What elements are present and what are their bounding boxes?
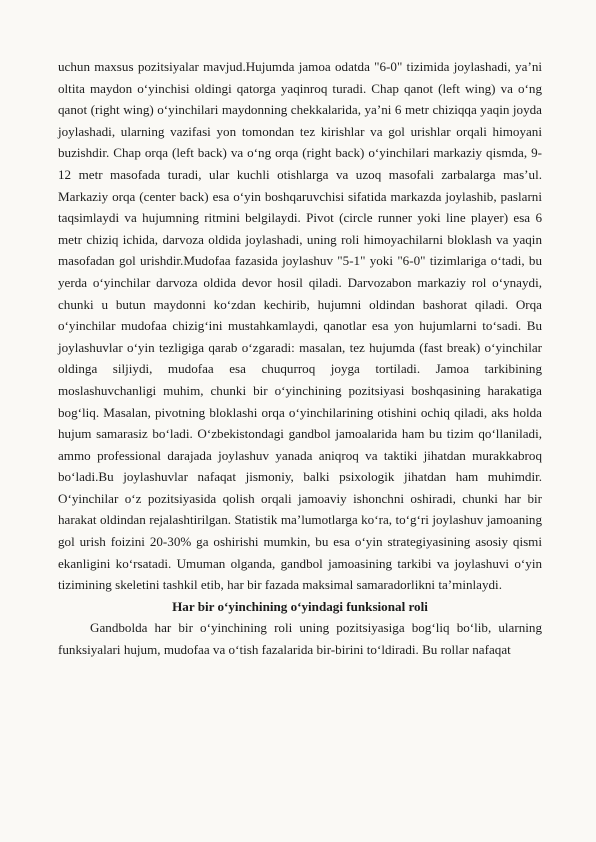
body-paragraph: uchun maxsus pozitsiyalar mavjud.Hujumda jamoa odatda "6-0" tizimida joylashadi, ya’ni oltita maydon o‘yinchisi oldingi qatorga yaqinroq turadi. Chap qanot (left wing) va o‘ng qanot (right wing) o‘yinchilari maydonning chekkalarida, ya’ni 6 metr chiziqqa yaqin joyda joylashadi, ularning vazifasi yon tomondan tez kirishlar va gol urishlar orqali himoyani buzishdir. Chap orqa (left back) va o‘ng orqa (right back) o‘yinchilari markaziy qismda, 9-12 metr masofada turadi, ular kuchli otishlarga va uzoq masofali zarbalarga mas’ul. Markaziy orqa (center back) esa o‘yin boshqaruvchisi sifatida markazda joylashib, paslarni taqsimlaydi va hujumning ritmini belgilaydi. Pivot (circle runner yoki line player) esa 6 metr chiziq ichida, darvoza oldida joylashadi, uning roli himoyachilarni bloklash va yaqin masofadan gol urishdir.Mudofaa fazasida joylashuv "5-1" yoki "6-0" tizimlariga o‘tadi, bu yerda o‘yinchilar darvoza oldida devor hosil qiladi. Darvozabon markaziy rol o‘ynaydi, chunki u butun maydonni ko‘zdan kechirib, hujumni oldindan bashorat qiladi. Orqa o‘yinchilar mudofaa chizig‘ini mustahkamlaydi, qanotlar esa yon hujumlarni to‘sadi. Bu joylashuvlar o‘yin tezligiga qarab o‘zgaradi: masalan, tez hujumda (fast break) o‘yinchilar oldinga siljiydi, mudofaa esa chuqurroq joyga tortiladi. Jamoa tarkibining moslashuvchanligi muhim, chunki bir o‘yinchining pozitsiyasi boshqasining harakatiga bog‘liq. Masalan, pivotning bloklashi orqa o‘yinchilarining otishini ochiq qiladi, aks holda hujum samarasiz bo‘ladi. O‘zbekistondagi gandbol jamoalarida ham bu tizim qo‘llaniladi, ammo professional darajada joylashuv yanada aniqroq va taktiki jihatdan murakkabroq bo‘ladi.Bu joylashuvlar nafaqat jismoniy, balki psixologik jihatdan ham muhimdir. O‘yinchilar o‘z pozitsiyasida qolish orqali jamoaviy ishonchni oshiradi, chunki har bir harakat oldindan rejalashtirilgan. Statistik ma’lumotlarga ko‘ra, to‘g‘ri joylashuv jamoaning gol urish foizini 20-30% ga oshirishi mumkin, bu esa o‘yin strategiyasining asosiy qismi ekanligini ko‘rsatadi. Umuman olganda, gandbol jamoasining tarkibi va joylashuvi o‘yin tizimining skeletini tashkil etib, har bir fazada maksimal samaradorlikni ta’minlaydi.	[58, 59, 542, 593]
document-body	[58, 56, 542, 661]
body-paragraph: Gandbolda har bir o‘yinchining roli uning pozitsiyasiga bog‘liq bo‘lib, ularning funksiyalari hujum, mudofaa va o‘tish fazalarida bir-birini to‘ldiradi. Bu rollar nafaqat	[58, 620, 542, 658]
section-heading: Har bir o‘yinchining o‘yindagi funksional roli	[172, 598, 428, 614]
